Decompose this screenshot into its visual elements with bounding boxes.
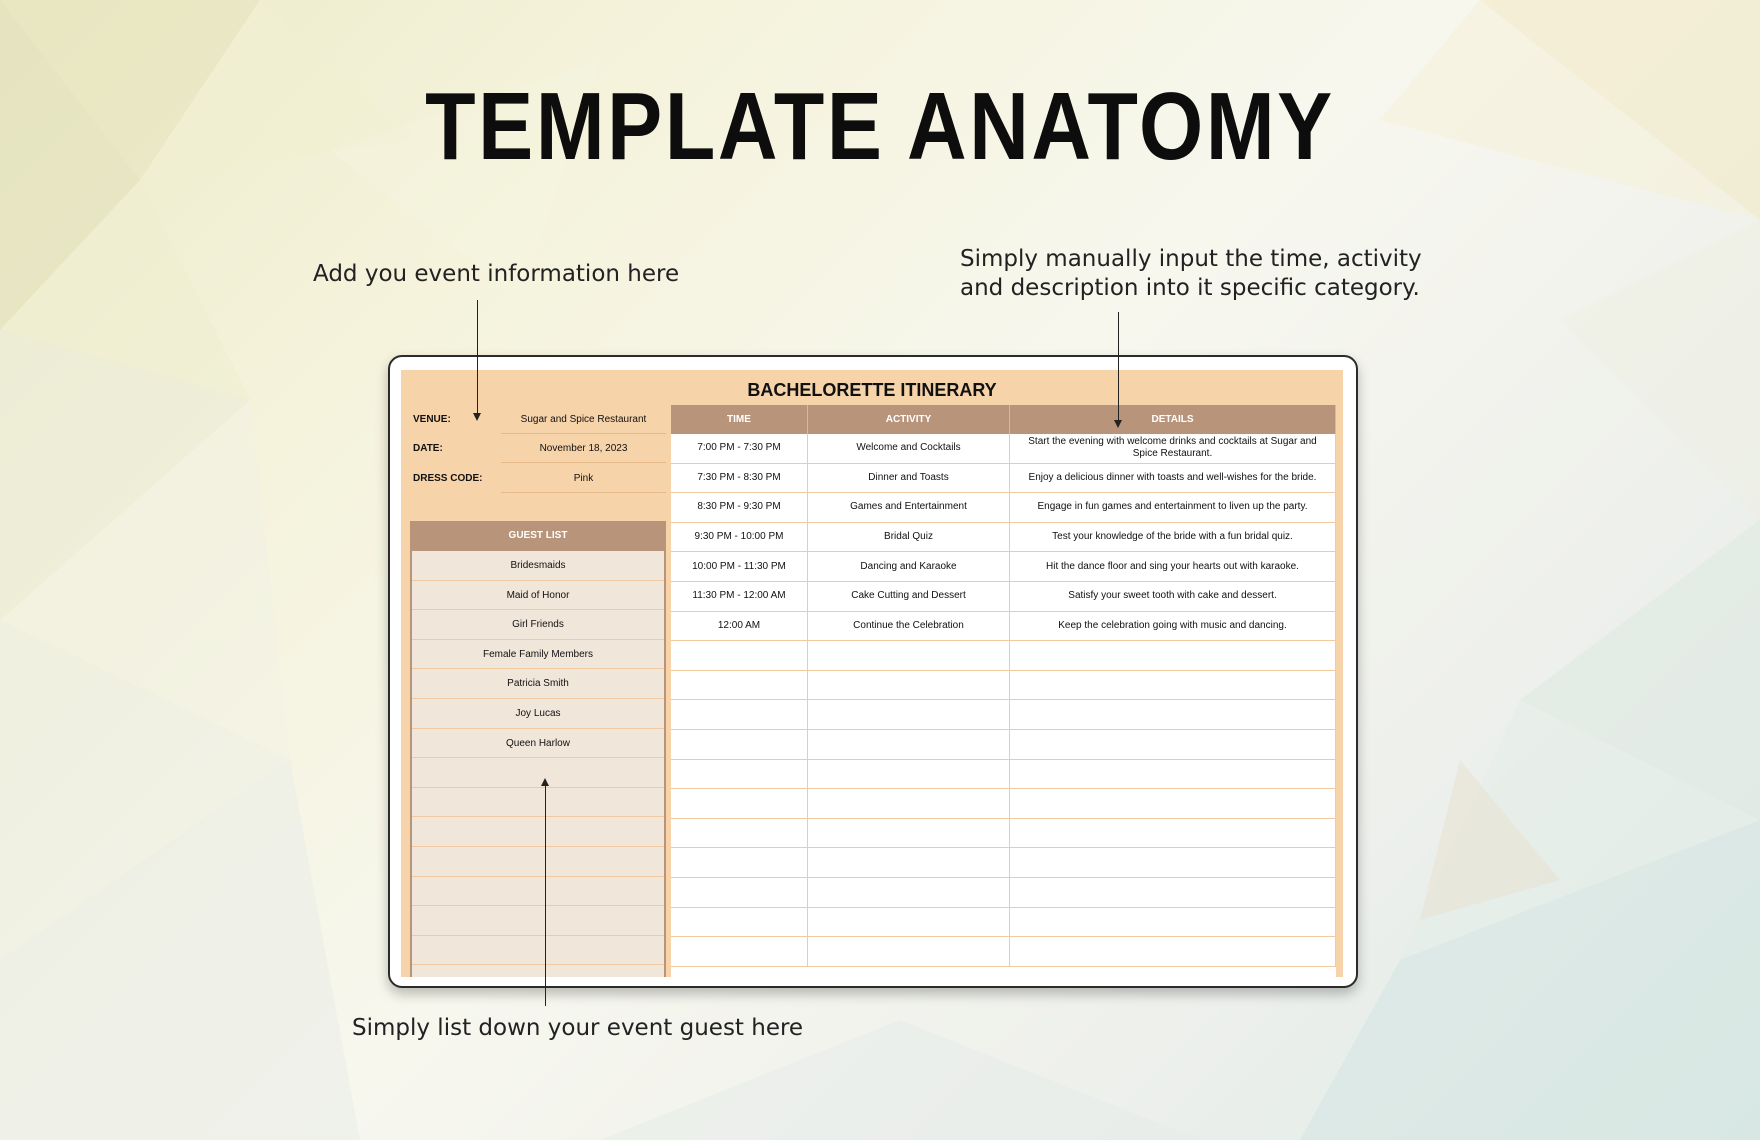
activity-cell[interactable]: Bridal Quiz [808,523,1010,552]
activity-cell[interactable]: Continue the Celebration [808,612,1010,641]
details-cell[interactable] [1010,730,1336,759]
activity-cell[interactable] [808,700,1010,729]
activity-cell[interactable] [808,641,1010,670]
activity-cell[interactable]: Cake Cutting and Dessert [808,582,1010,611]
page-title: TEMPLATE ANATOMY [425,73,1335,180]
time-cell[interactable]: 8:30 PM - 9:30 PM [671,493,808,522]
details-cell[interactable] [1010,789,1336,818]
time-cell[interactable]: 10:00 PM - 11:30 PM [671,552,808,581]
guest-list-header: GUEST LIST [412,521,664,551]
guest-list-item[interactable] [412,965,664,977]
itinerary-sheet [401,370,1343,977]
schedule-row [671,671,1336,701]
details-cell[interactable] [1010,937,1336,966]
event-info-pointer-line [477,300,478,415]
schedule-rows [671,434,1336,967]
details-cell[interactable] [1010,848,1336,877]
schedule-row [671,730,1336,760]
time-cell[interactable]: 12:00 AM [671,612,808,641]
time-cell[interactable]: 9:30 PM - 10:00 PM [671,523,808,552]
time-cell[interactable] [671,730,808,759]
schedule-header-row [671,405,1336,434]
schedule-row [671,434,1336,464]
date-value[interactable]: November 18, 2023 [501,434,666,463]
time-cell[interactable] [671,760,808,789]
schedule-row [671,523,1336,553]
time-cell[interactable] [671,700,808,729]
time-cell[interactable]: 11:30 PM - 12:00 AM [671,582,808,611]
time-cell[interactable]: 7:30 PM - 8:30 PM [671,464,808,493]
schedule-row [671,878,1336,908]
guest-list-item[interactable] [412,758,664,788]
time-cell[interactable] [671,819,808,848]
schedule-row [671,908,1336,938]
schedule-row [671,760,1336,790]
guest-list-item[interactable] [412,936,664,966]
details-cell[interactable] [1010,819,1336,848]
guest-list-panel [410,521,666,977]
venue-row [401,405,666,435]
activity-cell[interactable] [808,878,1010,907]
activity-cell[interactable] [808,819,1010,848]
time-cell[interactable]: 7:00 PM - 7:30 PM [671,434,808,463]
details-cell[interactable]: Satisfy your sweet tooth with cake and dessert. [1010,582,1336,611]
details-column-header: DETAILS [1010,405,1336,434]
guest-list-item[interactable]: Female Family Members [412,640,664,670]
time-cell[interactable] [671,908,808,937]
event-info-arrow-icon [473,413,481,421]
guest-list-arrow-icon [541,778,549,786]
venue-label: VENUE: [413,414,451,425]
venue-value[interactable]: Sugar and Spice Restaurant [501,405,666,434]
activity-column-header: ACTIVITY [808,405,1010,434]
details-cell[interactable] [1010,908,1336,937]
dress-code-value[interactable]: Pink [501,464,666,493]
activity-cell[interactable]: Welcome and Cocktails [808,434,1010,463]
schedule-row [671,819,1336,849]
activity-cell[interactable] [808,848,1010,877]
guest-list-item[interactable] [412,906,664,936]
schedule-row [671,552,1336,582]
dress-code-row [401,464,666,494]
activity-cell[interactable] [808,730,1010,759]
guest-list-item[interactable] [412,877,664,907]
schedule-table [671,405,1336,977]
details-cell[interactable] [1010,641,1336,670]
guest-list-callout: Simply list down your event guest here [352,1015,804,1041]
time-cell[interactable] [671,878,808,907]
details-cell[interactable]: Hit the dance floor and sing your hearts out with karaoke. [1010,552,1336,581]
activity-cell[interactable] [808,908,1010,937]
guest-list-item[interactable]: Girl Friends [412,610,664,640]
time-cell[interactable] [671,671,808,700]
activity-cell[interactable] [808,760,1010,789]
event-info-callout: Add you event information here [313,261,680,287]
details-cell[interactable] [1010,671,1336,700]
details-cell[interactable]: Keep the celebration going with music and dancing. [1010,612,1336,641]
guest-list-item[interactable] [412,817,664,847]
schedule-row [671,789,1336,819]
activity-cell[interactable]: Dancing and Karaoke [808,552,1010,581]
activity-cell[interactable]: Games and Entertainment [808,493,1010,522]
sheet-title: BACHELORETTE ITINERARY [747,380,997,400]
guest-list-item[interactable] [412,788,664,818]
details-cell[interactable] [1010,760,1336,789]
itinerary-callout-line-2: and description into it specific category. [960,275,1420,301]
schedule-row [671,848,1336,878]
guest-list-item[interactable] [412,847,664,877]
schedule-row [671,700,1336,730]
details-cell[interactable] [1010,700,1336,729]
schedule-row [671,641,1336,671]
schedule-row [671,582,1336,612]
activity-cell[interactable]: Dinner and Toasts [808,464,1010,493]
schedule-row [671,493,1336,523]
schedule-row [671,937,1336,967]
itinerary-pointer-line [1118,312,1119,422]
details-cell[interactable]: Test your knowledge of the bride with a fun bridal quiz. [1010,523,1336,552]
schedule-row [671,464,1336,494]
activity-cell[interactable] [808,671,1010,700]
guest-list-item[interactable]: Bridesmaids [412,551,664,581]
itinerary-arrow-icon [1114,420,1122,428]
details-cell[interactable]: Enjoy a delicious dinner with toasts and well-wishes for the bride. [1010,464,1336,493]
date-row [401,434,666,464]
itinerary-callout-line-1: Simply manually input the time, activity [960,246,1422,272]
time-cell[interactable] [671,848,808,877]
guest-list-pointer-line [545,786,546,1006]
activity-cell[interactable] [808,789,1010,818]
time-cell[interactable] [671,789,808,818]
time-cell[interactable] [671,937,808,966]
details-cell[interactable]: Start the evening with welcome drinks and cocktails at Sugar and Spice Restaurant. [1010,434,1336,463]
itinerary-callout [960,245,1422,303]
guest-list-item[interactable]: Maid of Honor [412,581,664,611]
spreadsheet-preview [388,355,1358,988]
time-cell[interactable] [671,641,808,670]
guest-list-item[interactable]: Patricia Smith [412,669,664,699]
details-cell[interactable]: Engage in fun games and entertainment to liven up the party. [1010,493,1336,522]
guest-list-item[interactable]: Joy Lucas [412,699,664,729]
guest-list-rows [412,551,664,977]
guest-list-item[interactable]: Queen Harlow [412,729,664,759]
date-label: DATE: [413,443,443,454]
schedule-row [671,612,1336,642]
time-column-header: TIME [671,405,808,434]
details-cell[interactable] [1010,878,1336,907]
activity-cell[interactable] [808,937,1010,966]
dress-code-label: DRESS CODE: [413,473,483,484]
